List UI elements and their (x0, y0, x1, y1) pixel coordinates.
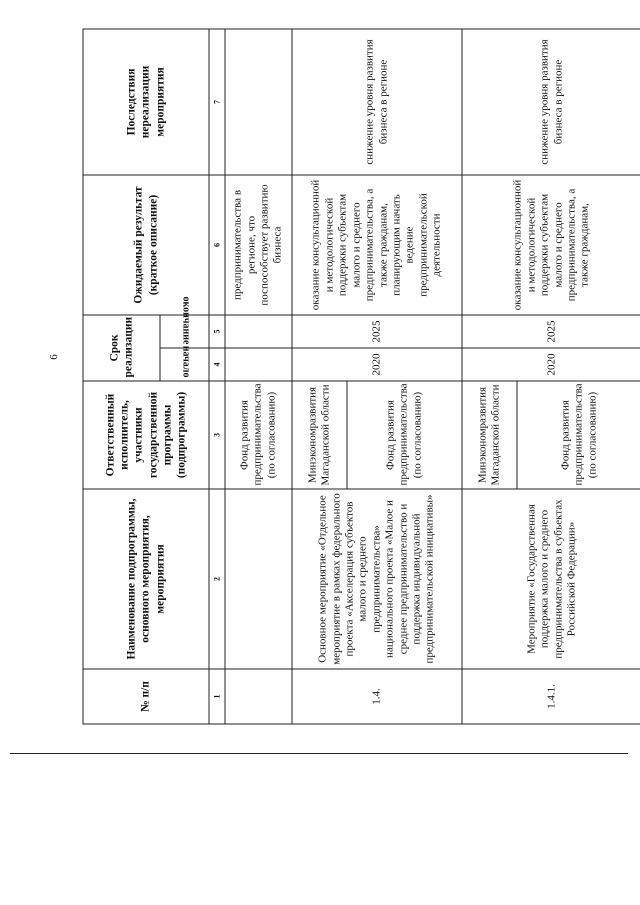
table-row (292, 29, 347, 724)
cell-n: 1.4.1. (462, 669, 640, 724)
cell-result: оказание консультационной и методологической поддержки субъектам малого и среднего предпринимательства, а также гражданам, (462, 175, 640, 315)
column-number: 1 (209, 669, 225, 724)
footer-rule (10, 753, 628, 754)
column-number: 4 (209, 348, 225, 381)
cell-start: 2020 (292, 348, 462, 381)
header-row (83, 29, 160, 724)
table-row (225, 29, 292, 724)
cell-executor: Фонд развития предпринимательства (по согласованию) (225, 381, 292, 489)
header-term: Срок реализации (83, 315, 160, 381)
cell-n: 1.4. (292, 669, 462, 724)
cell-executor: Фонд развития предпринимательства (по согласованию) (517, 381, 640, 489)
column-number: 6 (209, 175, 225, 315)
column-number: 3 (209, 381, 225, 489)
table-row (462, 29, 517, 724)
header-consequence: Последствия нереализации мероприятия (83, 29, 209, 175)
cell-name: Мероприятие «Государственная поддержка малого и среднего предпринимательства в субъектах Российской Федерации» (462, 489, 640, 669)
header-n: № п/п (83, 669, 209, 724)
cell-name (225, 489, 292, 669)
header-name: Наименование подпрограммы, основного мероприятия, мероприятия (83, 489, 209, 669)
column-number: 7 (209, 29, 225, 175)
activities-table (83, 28, 640, 724)
header-start: начало (160, 348, 209, 381)
cell-executor: Минэкономразвития Магаданской области (462, 381, 517, 489)
header-result: Ожидаемый результат (краткое описание) (83, 175, 209, 315)
rotated-table-container (83, 30, 599, 725)
column-number: 2 (209, 489, 225, 669)
cell-consequence (225, 29, 292, 175)
cell-consequence: снижение уровня развития бизнеса в регионе (292, 29, 462, 175)
column-numbers-row (209, 29, 225, 724)
cell-result: оказание консультационной и методологической поддержки субъектам малого и среднего предпринимательства, а также гражданам, планирующим начать ведение предпринимательской деятельности (292, 175, 462, 315)
cell-result: предпринимательства в регионе, что поспособствует развитию бизнеса (225, 175, 292, 315)
header-executor: Ответственный исполнитель, участники государственной программы (подпрограммы) (83, 381, 209, 489)
cell-end: 2025 (292, 315, 462, 348)
cell-executor: Фонд развития предпринимательства (по согласованию) (347, 381, 462, 489)
header-end: окончание (160, 315, 209, 348)
cell-consequence: снижение уровня развития бизнеса в регионе (462, 29, 640, 175)
cell-executor: Минэкономразвития Магаданской области (292, 381, 347, 489)
cell-name: Основное мероприятие «Отдельное мероприятие в рамках федерального проекта «Акселерация субъектов малого и среднего предпринимательства» национального проекта «Малое и среднее предпринимательство и поддержка индивидуальной предпринимательской инициативы» (292, 489, 462, 669)
column-number: 5 (209, 315, 225, 348)
cell-end (225, 315, 292, 348)
cell-end: 2025 (462, 315, 640, 348)
page-number: 6 (48, 354, 60, 360)
cell-start: 2020 (462, 348, 640, 381)
cell-n (225, 669, 292, 724)
cell-start (225, 348, 292, 381)
